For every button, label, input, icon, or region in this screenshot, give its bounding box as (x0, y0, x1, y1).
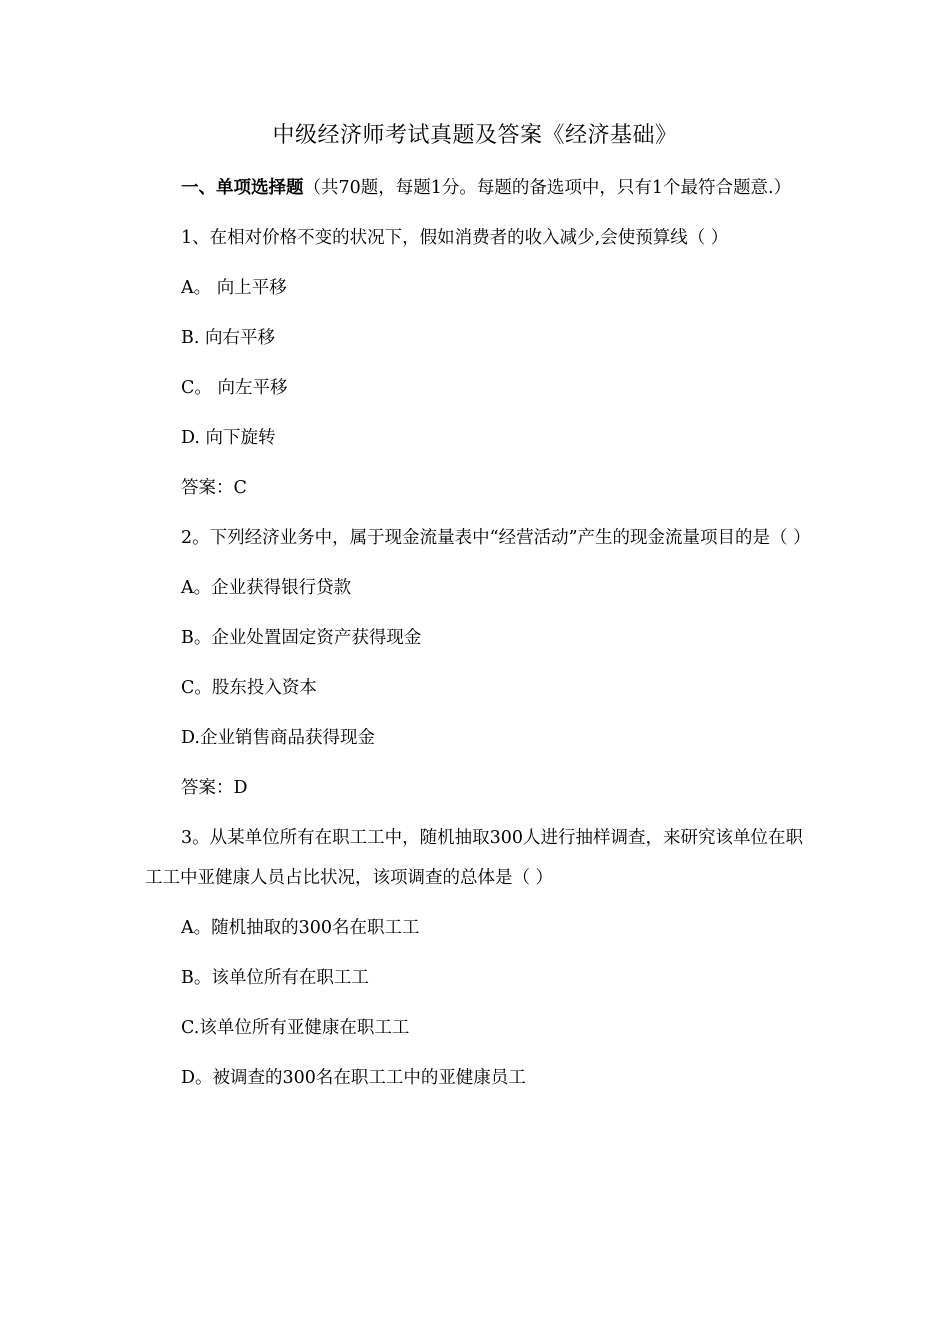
document-body (145, 168, 810, 1098)
question-stem: 3。从某单位所有在职工工中，随机抽取300人进行抽样调查，来研究该单位在职工工中亚健康人员占比状况，该项调查的总体是（ ） (145, 828, 804, 888)
question-option: B. 向右平移 (181, 328, 275, 348)
section-heading: 一、单项选择题 (181, 178, 304, 198)
question-option: D. 向下旋转 (181, 428, 276, 448)
question-option: D.企业销售商品获得现金 (181, 728, 375, 748)
question-option: C。股东投入资本 (181, 678, 317, 698)
question-answer: 答案：C (181, 478, 247, 498)
question-option: A。 向上平移 (181, 278, 287, 298)
question-stem: 1、在相对价格不变的状况下，假如消费者的收入减少,会使预算线（ ） (181, 228, 729, 248)
question-option: C。 向左平移 (181, 378, 288, 398)
question-option: A。企业获得银行贷款 (181, 578, 352, 598)
question-option: C.该单位所有亚健康在职工工 (181, 1018, 410, 1038)
document-title: 中级经济师考试真题及答案《经济基础》 (272, 123, 678, 148)
question-option: A。随机抽取的300名在职工工 (181, 918, 420, 938)
question-option: D。被调查的300名在职工工中的亚健康员工 (181, 1068, 526, 1088)
question-stem: 2。下列经济业务中，属于现金流量表中“经营活动”产生的现金流量项目的是（ ） (181, 528, 811, 548)
question-option: B。该单位所有在职工工 (181, 968, 369, 988)
section-note: （共70题，每题1分。每题的备选项中，只有1个最符合题意.） (303, 178, 792, 198)
question-option: B。企业处置固定资产获得现金 (181, 628, 422, 648)
question-answer: 答案：D (181, 778, 248, 798)
section-heading-paragraph (145, 168, 810, 208)
